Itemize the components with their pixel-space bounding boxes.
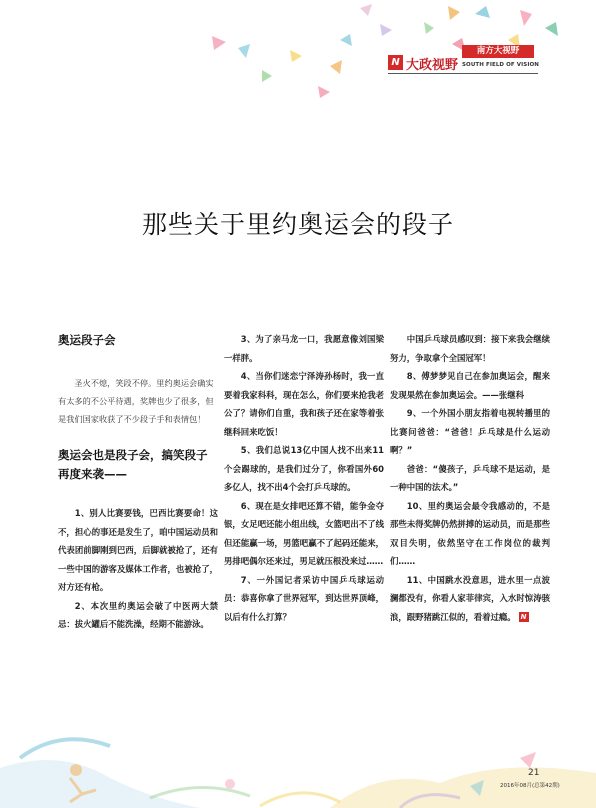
joke-paragraph: 5、我们总说13亿中国人找不出来11个会踢球的，是我们过分了，你看国外60多亿人，找不出4个会打乒乓球的。 [224,445,384,492]
joke-paragraph-text: 11、中国跳水没意思，进水里一点波澜都没有，你看人家菲律宾，入水时惊涛骇浪，跟野猪跳江似的，看着过瘾。 [390,574,550,622]
intro-text: 圣火不熄，笑段不停。里约奥运会确实有太多的不公平待遇，奖牌也少了很多，但是我们国家收获了不少段子手和表情包！ [58,378,214,424]
joke-paragraph: 爸爸：“傻孩子，乒乓球不是运动，是一种中国的法术。” [390,463,550,492]
end-mark-icon: N [519,612,529,622]
magazine-tag: 南方大视野 [462,45,534,58]
joke-paragraph: 10、里约奥运会最令我感动的，不是那些未得奖牌仍然拼搏的运动员，而是那些双目失明，依然坚守在工作岗位的裁判们…… [390,500,550,566]
joke-paragraph: 3、为了亲马龙一口，我愿意像刘国梁一样胖。 [224,334,384,363]
article-column-1 [58,330,218,634]
joke-paragraph: 中国乒乓球员感叹到：接下来我会继续努力，争取拿个全国冠军！ [390,334,550,363]
joke-paragraph: 7、一外国记者采访中国乒乓球运动员：恭喜你拿了世界冠军，到达世界顶峰，以后有什么打算？ [224,574,384,622]
article-column-3 [390,330,550,626]
joke-paragraph: 4、当你们迷恋宁泽涛孙杨时，我一直要着我家科科，现在怎么，你们要来抢我老公了？请你们自重，我和孩子还在家等着张继科回来吃饭！ [224,371,384,437]
header-divider [388,73,538,74]
page-number: 21 [528,768,540,778]
article-title: 那些关于里约奥运会的段子 [141,209,454,239]
column-header [388,42,538,78]
joke-paragraph: 2、本次里约奥运会破了中医两大禁忌：拔火罐后不能洗澡，经期不能游泳。 [58,600,218,629]
joke-paragraph: 9、一个外国小朋友指着电视转播里的比赛问爸爸：“爸爸！乒乓球是什么运动啊？” [390,408,550,455]
issue-date: 2016年08月(总第42期) [500,783,560,789]
section-heading: 奥运会也是段子会，搞笑段子再度来袭—— [58,448,208,481]
magazine-english-name: SOUTH FIELD OF VISION [462,62,539,68]
brand-logo-icon: N [388,55,403,70]
joke-paragraph: 1、别人比赛要钱，巴西比赛要命！这不，担心的事还是发生了，咱中国运动员和代表团前脚刚到巴西，后脚就被抢了，还有一些中国的游客及媒体工作者，也被抢了，对方还有枪。 [58,508,218,592]
column-name: 大政视野 [406,58,459,73]
joke-paragraph: 6、现在是女排吧还算不错，能争金夺银，女足吧还能小组出线，女篮吧出不了线但还能赢一场，男篮吧赢不了起码还能来，男排吧偶尔还来过，男足就压根没来过…… [224,500,384,566]
joke-paragraph [390,571,550,627]
intro-heading: 奥运段子会 [58,333,116,347]
article-column-2 [224,330,384,626]
sports-illustration-decoration [0,698,596,808]
joke-paragraph: 8、傅梦梦见自己在参加奥运会，醒来发现果然在参加奥运会。——张继科 [390,371,550,400]
